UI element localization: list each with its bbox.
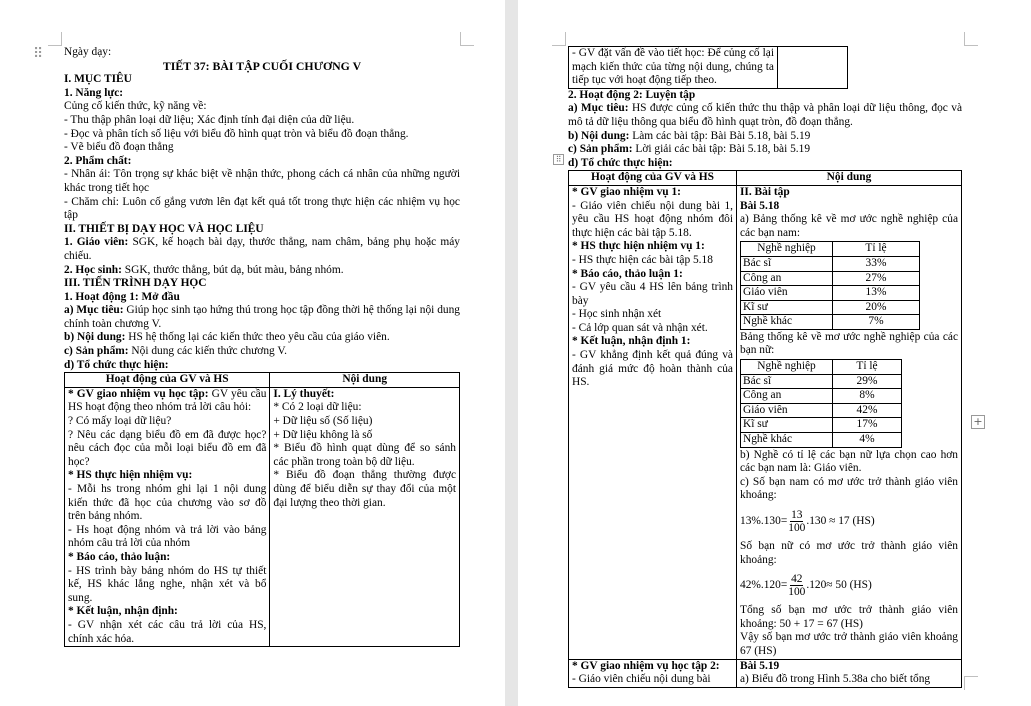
cell-line: I. Lý thuyết: [273, 387, 335, 400]
paragraph [64, 331, 460, 345]
male-career-table [740, 241, 920, 330]
lesson-title: TIẾT 37: BÀI TẬP CUỐI CHƯƠNG V [162, 58, 362, 73]
cell-line: Số bạn nữ có mơ ước trở thành giáo viên khoảng: [740, 540, 958, 566]
cell-line [68, 388, 266, 415]
label: * GV giao nhiệm vụ học tập: [68, 387, 209, 400]
eq-text: .120≈ 50 (HS) [806, 579, 872, 592]
cell-line: a) Bảng thống kê về mơ ước nghề nghiệp của các bạn nam: [740, 213, 958, 239]
eq-text: .130 ≈ 17 (HS) [806, 515, 875, 528]
denominator: 100 [788, 522, 806, 534]
cell-line: - Giáo viên chiếu nội dung bài [572, 673, 711, 686]
sub-heading: 1. Hoạt động 1: Mở đầu [64, 290, 180, 303]
label: 2. Học sinh: [64, 263, 122, 276]
cell-line: c) Số bạn nam có mơ ước trở thành giáo viên khoảng: [740, 475, 958, 502]
cell-line: Tổng số bạn mơ ước trở thành giáo viên khoảng: 50 + 17 = 67 (HS) [740, 604, 958, 630]
cell-line: a) Biểu đồ trong Hình 5.38a cho biết tổng [740, 673, 931, 686]
table-cell: Bác sĩ [741, 256, 833, 271]
paragraph: Củng cố kiến thức, kỹ năng về: [64, 100, 207, 113]
paragraph [568, 143, 962, 157]
document-page-right [518, 0, 1031, 706]
equation [740, 509, 958, 534]
table-cell-empty [778, 47, 848, 89]
cell-line: + Dữ liệu không là số [273, 428, 373, 441]
table-cell: 8% [833, 389, 902, 404]
add-column-icon[interactable]: + [971, 415, 985, 429]
table-header: Nghề nghiệp [741, 360, 833, 375]
table-cell: 29% [833, 374, 902, 389]
section-heading: I. MỤC TIÊU [64, 73, 132, 86]
table-cell: 20% [833, 300, 920, 315]
table-cell: 13% [833, 286, 920, 301]
cell-line: II. Bài tập [740, 185, 790, 198]
cell-line: - Hs hoạt động nhóm và trả lời vào bảng nhóm câu trả lời của nhóm [68, 523, 267, 550]
page-gutter [505, 0, 518, 706]
crop-mark [48, 32, 62, 46]
paragraph [568, 102, 962, 129]
fraction [788, 573, 805, 598]
cell-line: - HS trình bày bảng nhóm do HS tự thiết kế, HS khác lắng nghe, nhận xét và bổ sung. [68, 564, 267, 604]
table-cell: Kĩ sư [741, 418, 833, 433]
table-row [741, 433, 902, 448]
table-row [741, 403, 902, 418]
table-header-row [65, 373, 460, 388]
cell-line: * GV giao nhiệm vụ học tập 2: [572, 659, 720, 672]
table-cell-activities [65, 387, 270, 646]
paragraph: - Thu thập phân loại dữ liệu; Xác định tính đại diện của dữ liệu. [64, 113, 355, 126]
table-cell: 4% [833, 433, 902, 448]
table-row [741, 374, 902, 389]
date-line: Ngày dạy: [64, 46, 112, 58]
text: Giúp học sinh tạo hứng thú trong học tập đồng thời hệ thống lại nội dung chính toàn chương V. [64, 304, 460, 330]
table-row [569, 659, 962, 687]
table-move-handle-icon[interactable]: ⠿ [553, 154, 564, 165]
table-cell: Nghề khác [741, 433, 833, 448]
table-header-row [741, 360, 902, 375]
cell-line: ? Có mấy loại dữ liệu? [68, 415, 172, 428]
cell-line: * HS thực hiện nhiệm vụ: [68, 469, 193, 482]
sub-heading: d) Tổ chức thực hiện: [568, 156, 673, 169]
cell-line: - GV khẳng định kết quả đúng và đánh giá mức độ hoàn thành của HS. [572, 349, 733, 389]
paragraph: - Chăm chỉ: Luôn cố gắng vươn lên đạt kết quả tốt trong thực hiện các nhiệm vụ học tập [64, 195, 460, 222]
text: Lời giải các bài tập: Bài 5.18, bài 5.19 [632, 143, 811, 156]
table-row [569, 47, 848, 89]
cell-line: - GV yêu cầu 4 HS lên bảng trình bày [572, 281, 733, 307]
crop-mark [460, 32, 474, 46]
table-header: Nội dung [270, 373, 460, 388]
text: SGK, thước thẳng, bút dạ, bút màu, bảng nhóm. [121, 263, 344, 276]
cell-line: Vậy số bạn mơ ước trở thành giáo viên khoảng 67 (HS) [740, 631, 958, 657]
paragraph [64, 236, 460, 263]
cell-line: * Kết luận, nhận định 1: [572, 335, 691, 348]
paragraph [568, 130, 962, 144]
table-row [741, 300, 920, 315]
cell-line: Bài 5.18 [740, 199, 780, 212]
table-cell-activities [569, 185, 737, 659]
cell-line: * Báo cáo, thảo luận: [68, 550, 171, 563]
equation [740, 573, 958, 598]
sub-heading: 2. Phẩm chất: [64, 154, 132, 167]
table-header: Tỉ lệ [833, 242, 920, 257]
text: HS hệ thống lại các kiến thức theo yêu cầu của giáo viên. [125, 331, 390, 344]
cell-line: Bảng thống kê về mơ ước nghề nghiệp của các bạn nữ: [740, 330, 958, 357]
cell-line: * Có 2 loại dữ liệu: [273, 401, 362, 414]
cell-line: - GV nhận xét các câu trả lời của HS, chính xác hóa. [68, 618, 267, 645]
paragraph [64, 304, 460, 331]
numerator: 13 [791, 509, 803, 521]
table-header: Nghề nghiệp [741, 242, 833, 257]
continued-table [568, 46, 848, 89]
cell-line: + Dữ liệu số (Số liệu) [273, 415, 373, 428]
document-page-left [0, 0, 505, 706]
table-row [741, 256, 920, 271]
page-content [568, 46, 962, 688]
eq-text: 13%.130= [740, 515, 788, 528]
sub-heading: 1. Năng lực: [64, 86, 124, 99]
text: Nội dung các kiến thức chương V. [128, 345, 287, 358]
sub-heading: 2. Hoạt động 2: Luyện tập [568, 88, 696, 101]
table-header-row [741, 242, 920, 257]
label: a) Mục tiêu: [64, 304, 124, 317]
label: 1. Giáo viên: [64, 236, 129, 249]
cell-line: * GV giao nhiệm vụ 1: [572, 185, 681, 198]
table-cell: 33% [833, 256, 920, 271]
table-row [741, 315, 920, 330]
table-cell-content [270, 387, 460, 646]
table-cell: Công an [741, 389, 833, 404]
paragraph: - Vẽ biểu đồ đoạn thẳng [64, 141, 174, 154]
table-cell: Giáo viên [741, 403, 833, 418]
crop-mark [552, 32, 566, 46]
table-cell: Kĩ sư [741, 300, 833, 315]
label: b) Nội dung: [64, 331, 126, 344]
paragraph [64, 345, 460, 359]
cell-line: * Biểu đồ đoạn thẳng thường được dùng để biểu diễn sự thay đổi của một đại lượng theo thời gian. [273, 469, 456, 509]
table-cell-content [737, 185, 962, 659]
table-header: Tỉ lệ [833, 360, 902, 375]
label: a) Mục tiêu: [568, 102, 629, 115]
cell-line: * HS thực hiện nhiệm vụ 1: [572, 240, 705, 253]
table-row [741, 418, 902, 433]
cell-line: b) Nghề có tỉ lệ các bạn nữ lựa chọn cao hơn các bạn nam là: Giáo viên. [740, 448, 958, 475]
section-heading: II. THIẾT BỊ DẠY HỌC VÀ HỌC LIỆU [64, 222, 264, 235]
cell-line: * Kết luận, nhận định: [68, 605, 178, 618]
female-career-table [740, 359, 902, 448]
label: c) Sản phẩm: [568, 143, 633, 156]
table-header: Nội dung [737, 171, 962, 186]
table-cell-content [737, 659, 962, 687]
table-cell: Giáo viên [741, 286, 833, 301]
sub-heading: d) Tổ chức thực hiện: [64, 358, 169, 371]
denominator: 100 [788, 586, 806, 599]
table-row [741, 286, 920, 301]
cell-line: - Học sinh nhận xét [572, 308, 662, 321]
numerator: 42 [791, 573, 803, 586]
paragraph: - Nhân ái: Tôn trọng sự khác biệt về nhận thức, phong cách cá nhân của những người khác trong tiết học [64, 168, 460, 194]
cell-line: - Mỗi hs trong nhóm ghi lại 1 nội dung kiến thức đã học của chương vào sơ đồ trên bảng nhóm. [68, 483, 267, 523]
activity-table [64, 372, 460, 647]
table-row [569, 185, 962, 659]
practice-table [568, 170, 962, 687]
table-cell: Bác sĩ [741, 374, 833, 389]
table-cell: 42% [833, 403, 902, 418]
page-content [64, 46, 460, 647]
text: SGK, kế hoạch bài dạy, thước thẳng, nam châm, bảng phụ hoặc máy chiếu. [64, 236, 460, 262]
text: GV yêu cầu HS hoạt động theo nhóm trả lời câu hỏi: [68, 387, 267, 414]
table-cell: 27% [833, 271, 920, 286]
eq-text: 42%.120= [740, 579, 788, 592]
paragraph [64, 264, 460, 278]
table-header: Hoạt động của GV và HS [569, 171, 737, 186]
cell-line: * Báo cáo, thảo luận 1: [572, 267, 683, 280]
table-cell: Nghề khác [741, 315, 833, 330]
text: HS được củng cố kiến thức thu thập và phân loại dữ liệu thông, đọc và mô tả dữ liệu thông qua biểu đồ hình quạt tròn, đồ đoạn thẳng. [568, 102, 963, 128]
cell-line: Bài 5.19 [740, 659, 780, 672]
table-row [741, 271, 920, 286]
cell-line: - HS thực hiện các bài tập 5.18 [572, 253, 713, 266]
label: b) Nội dung: [568, 129, 630, 142]
drag-handle-icon[interactable]: ⠿ [33, 46, 44, 62]
table-row [65, 387, 460, 646]
table-cell-activities [569, 659, 737, 687]
table-cell: 7% [833, 315, 920, 330]
table-header-row [569, 171, 962, 186]
table-row [741, 389, 902, 404]
cell-line: - Cả lớp quan sát và nhận xét. [572, 321, 708, 334]
table-header: Hoạt động của GV và HS [65, 373, 270, 388]
section-heading: III. TIẾN TRÌNH DẠY HỌC [64, 277, 207, 290]
label: c) Sản phẩm: [64, 345, 129, 358]
crop-mark [964, 676, 978, 690]
cell-line: ? Nêu các dạng biểu đồ em đã được học? nêu cách đọc của mỗi loại biểu đồ em đã học? [68, 428, 267, 468]
cell-line: * Biểu đồ hình quạt dùng để so sánh các phần trong toàn bộ dữ liệu. [273, 442, 456, 468]
fraction [788, 509, 805, 534]
table-cell: - GV đặt vấn đề vào tiết học: Để củng cố lại mạch kiến thức của từng nội dung, chúng ta tiếp tục với hoạt động tiếp theo. [569, 47, 778, 89]
paragraph: - Đọc và phân tích số liệu với biểu đồ hình quạt tròn và biểu đồ đoạn thẳng. [64, 127, 409, 140]
table-cell: Công an [741, 271, 833, 286]
table-cell: 17% [833, 418, 902, 433]
cell-line: - Giáo viên chiếu nội dung bài 1, yêu cầu HS hoạt động nhóm đôi thực hiện các bài tập 5.18. [572, 199, 733, 239]
crop-mark [964, 32, 978, 46]
text: Làm các bài tập: Bài Bài 5.18, bài 5.19 [629, 129, 811, 142]
